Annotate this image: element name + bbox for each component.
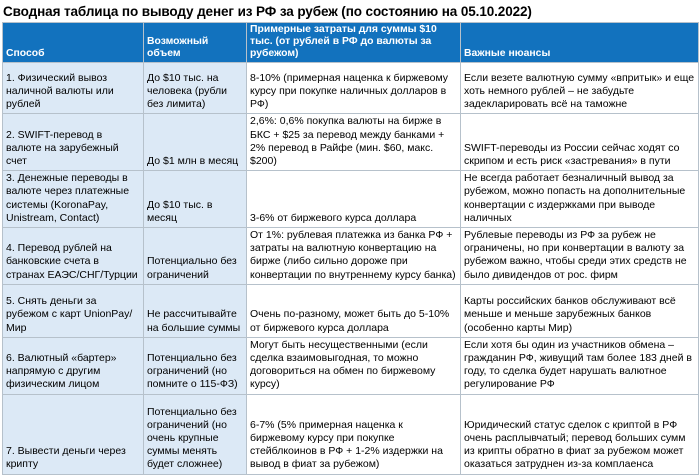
table-row	[3, 337, 699, 394]
cell-method: 2. SWIFT-перевод в валюте на зарубежный счет	[3, 114, 144, 171]
table-header-row	[3, 23, 699, 63]
table-row	[3, 63, 699, 114]
cell-volume: Потенциально без ограничений (но очень крупные суммы менять будет сложнее)	[144, 394, 247, 474]
cell-method: 3. Денежные переводы в валюте через платежные системы (KoronaPay, Unistream, Contact)	[3, 171, 144, 228]
cell-method: 7. Вывести деньги через крипту	[3, 394, 144, 474]
cell-nuances: Если хотя бы один из участников обмена – гражданин РФ, живущий там более 183 дней в году, то сделка будет нарушать валютное регулирование РФ	[461, 337, 699, 394]
column-header-volume: Возможный объем	[144, 23, 247, 63]
cell-cost: От 1%: рублевая платежка из банка РФ + затраты на валютную конвертацию на бирже (либо сильно дороже при конвертации по внутреннему курсу банка)	[247, 228, 461, 285]
cell-nuances: Юридический статус сделок с криптой в РФ очень расплывчатый; перевод больших сумм из крипты обратно в фиат за рубежом может оказаться затруднен из-за комплаенса	[461, 394, 699, 474]
cell-volume: До $10 тыс. в месяц	[144, 171, 247, 228]
cell-method: 6. Валютный «бартер» напрямую с другим физическим лицом	[3, 337, 144, 394]
cell-nuances: Карты российских банков обслуживают всё меньше и меньше зарубежных банков (особенно карты Мир)	[461, 284, 699, 337]
table-row	[3, 284, 699, 337]
cell-method: 4. Перевод рублей на банковские счета в странах ЕАЭС/СНГ/Турции	[3, 228, 144, 285]
column-header-method: Способ	[3, 23, 144, 63]
cell-cost: 8-10% (примерная наценка к биржевому курсу при покупке наличных долларов в РФ)	[247, 63, 461, 114]
cell-cost: Могут быть несущественными (если сделка взаимовыгодная, то можно договориться на обмен по биржевому курсу)	[247, 337, 461, 394]
cell-volume: Не рассчитывайте на большие суммы	[144, 284, 247, 337]
cell-nuances: Если везете валютную сумму «впритык» и еще хоть немного рублей – не забудьте задекларировать всё на таможне	[461, 63, 699, 114]
cell-cost: 2,6%: 0,6% покупка валюты на бирже в БКС + $25 за перевод между банками + 2% перевод в Райфе (мин. $60, макс. $200)	[247, 114, 461, 171]
page-title: Сводная таблица по выводу денег из РФ за рубеж (по состоянию на 05.10.2022)	[3, 4, 532, 19]
cell-cost: 3-6% от биржевого курса доллара	[247, 171, 461, 228]
table-row	[3, 228, 699, 285]
table-row	[3, 114, 699, 171]
cell-nuances: Рублевые переводы из РФ за рубеж не ограничены, но при конвертации в валюту за рубежом важно, чтобы среди этих средств не было дивидендов от рос. фирм	[461, 228, 699, 285]
cell-volume: До $1 млн в месяц	[144, 114, 247, 171]
cell-volume: Потенциально без ограничений (но помните о 115-ФЗ)	[144, 337, 247, 394]
money-withdrawal-summary-table	[2, 22, 699, 475]
cell-cost: Очень по-разному, может быть до 5-10% от биржевого курса доллара	[247, 284, 461, 337]
table-row	[3, 171, 699, 228]
cell-volume: До $10 тыс. на человека (рубли без лимита)	[144, 63, 247, 114]
column-header-cost: Примерные затраты для суммы $10 тыс. (от рублей в РФ до валюты за рубежом)	[247, 23, 461, 63]
cell-method: 5. Снять деньги за рубежом с карт UnionPay/Мир	[3, 284, 144, 337]
table-row	[3, 394, 699, 474]
cell-method: 1. Физический вывоз наличной валюты или рублей	[3, 63, 144, 114]
cell-volume: Потенциально без ограничений	[144, 228, 247, 285]
cell-nuances: Не всегда работает безналичный вывод за рубежом, можно попасть на дополнительные конвертации с издержками при выводе наличных	[461, 171, 699, 228]
cell-cost: 6-7% (5% примерная наценка к биржевому курсу при покупке стейблкоинов в РФ + 1-2% издержки на вывод в фиат за рубежом)	[247, 394, 461, 474]
column-header-nuances: Важные нюансы	[461, 23, 699, 63]
cell-nuances: SWIFT-переводы из России сейчас ходят со скрипом и есть риск «застревания» в пути	[461, 114, 699, 171]
